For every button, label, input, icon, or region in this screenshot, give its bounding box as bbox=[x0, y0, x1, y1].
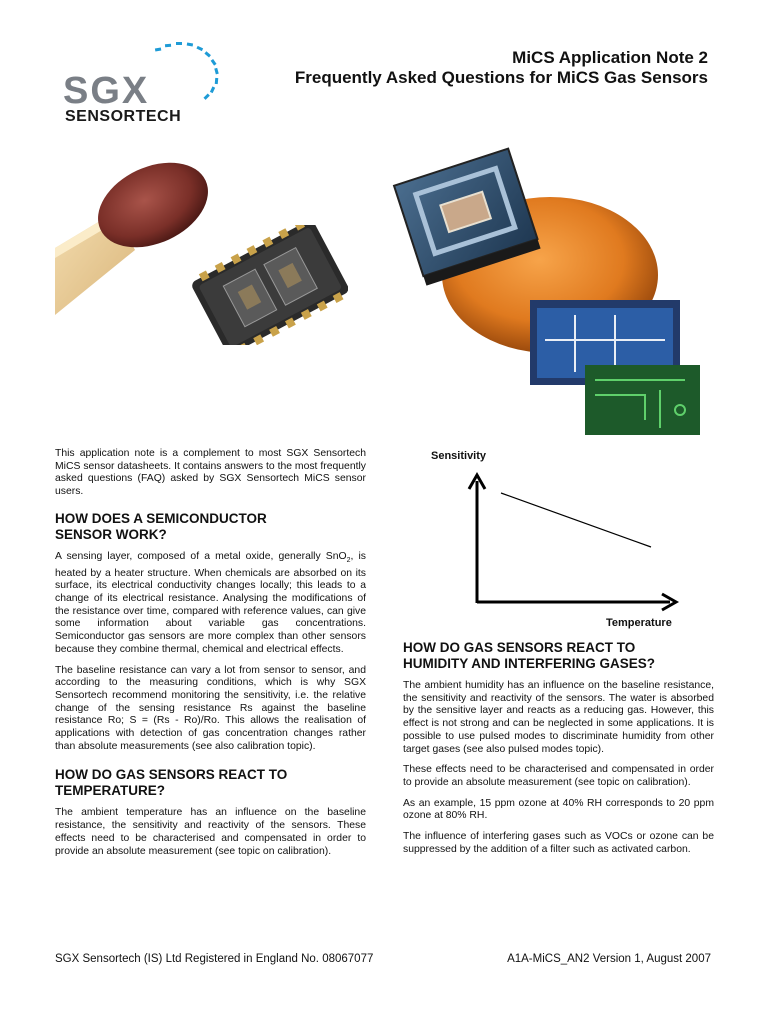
text-run: A sensing layer, composed of a metal oxide, generally SnO bbox=[55, 550, 347, 562]
paragraph bbox=[55, 551, 366, 657]
logo-sub-text: SENSORTECH bbox=[65, 108, 182, 125]
paragraph: The ambient temperature has an influence on the baseline resistance, the sensitivity and reactivity of the sensors. These effects need to be characterised and compensated in order to provide an absolute measurement (see topic on calibration). bbox=[55, 807, 366, 857]
sensitivity-trend-line bbox=[501, 493, 651, 547]
heading-line: HUMIDITY AND INTERFERING GASES? bbox=[403, 656, 656, 671]
footer-version: A1A-MiCS_AN2 Version 1, August 2007 bbox=[507, 953, 711, 965]
title-line-1: MiCS Application Note 2 bbox=[512, 48, 708, 67]
sensor-chip-photo bbox=[188, 225, 348, 345]
heading-line: TEMPERATURE? bbox=[55, 783, 165, 799]
x-axis-label: Temperature bbox=[606, 617, 672, 629]
footer-registration: SGX Sensortech (IS) Ltd Registered in England No. 08067077 bbox=[55, 953, 374, 965]
text-run: , is heated by a heater structure. When chemicals are absorbed on its surface, its electrical conductivity changes locally; this leads to a change of its electrical resistance. Analysing the modifications of the resistance over time, compared with reference values, can give some information about variable gas concentrations. Semiconductor gas sensors are more complex than other sensors because they combine thermal, chemical and electrical effects. bbox=[55, 550, 366, 655]
heading-line: HOW DO GAS SENSORS REACT TO bbox=[403, 640, 636, 655]
graph-axes bbox=[420, 445, 720, 635]
document-title bbox=[295, 48, 708, 88]
sensitivity-temperature-graph bbox=[420, 445, 720, 635]
intro-paragraph: This application note is a complement to most SGX Sensortech MiCS sensor datasheets. It contains answers to the most frequently asked questions (FAQ) asked by SGX Sensortech MiCS sensor users. bbox=[55, 448, 366, 498]
paragraph: These effects need to be characterised and compensated in order to provide an absolute measurement (see topic on calibration). bbox=[403, 764, 714, 788]
wafer-and-circuit-photo bbox=[385, 140, 710, 440]
heading-line: SENSOR WORK? bbox=[55, 526, 167, 542]
section-heading-temperature bbox=[55, 767, 366, 799]
y-axis-label: Sensitivity bbox=[431, 450, 487, 462]
logo-main-text: SGX bbox=[63, 70, 150, 112]
section-heading-semiconductor bbox=[55, 511, 366, 543]
title-line-2: Frequently Asked Questions for MiCS Gas Sensors bbox=[294, 68, 708, 87]
paragraph: As an example, 15 ppm ozone at 40% RH corresponds to 20 ppm ozone at 80% RH. bbox=[403, 797, 714, 822]
left-column bbox=[55, 448, 366, 866]
heading-line: HOW DOES A SEMICONDUCTOR bbox=[55, 510, 267, 526]
sgx-sensortech-logo bbox=[55, 36, 225, 131]
paragraph: The baseline resistance can vary a lot from sensor to sensor, and according to the measuring conditions, which is why SGX Sensortech recommend monitoring the sensitivity, i.e. the relative change of the sensing resistance Rs against the baseline resistance Ro; S = (Rs - Ro)/Ro. This allows the realisation of applications with detection of gas concentration changes rather than absolute measurements (see also calibration topic). bbox=[55, 664, 366, 752]
subscript: 2 bbox=[346, 556, 351, 564]
paragraph: The ambient humidity has an influence on the baseline resistance, the sensitivity and reactivity of the sensors. The water is absorbed by the sensitive layer and reacts as a reducing gas. However, this effect is not strong and can be neglected in some applications. It is possible to use pulsed modes to discriminate humidity from other target gases (see also pulsed modes topic). bbox=[403, 680, 714, 755]
right-column bbox=[403, 640, 714, 864]
paragraph: The influence of interfering gases such as VOCs or ozone can be suppressed by the addition of a filter such as activated carbon. bbox=[403, 831, 714, 855]
section-heading-humidity bbox=[403, 640, 714, 672]
heading-line: HOW DO GAS SENSORS REACT TO bbox=[55, 767, 288, 783]
